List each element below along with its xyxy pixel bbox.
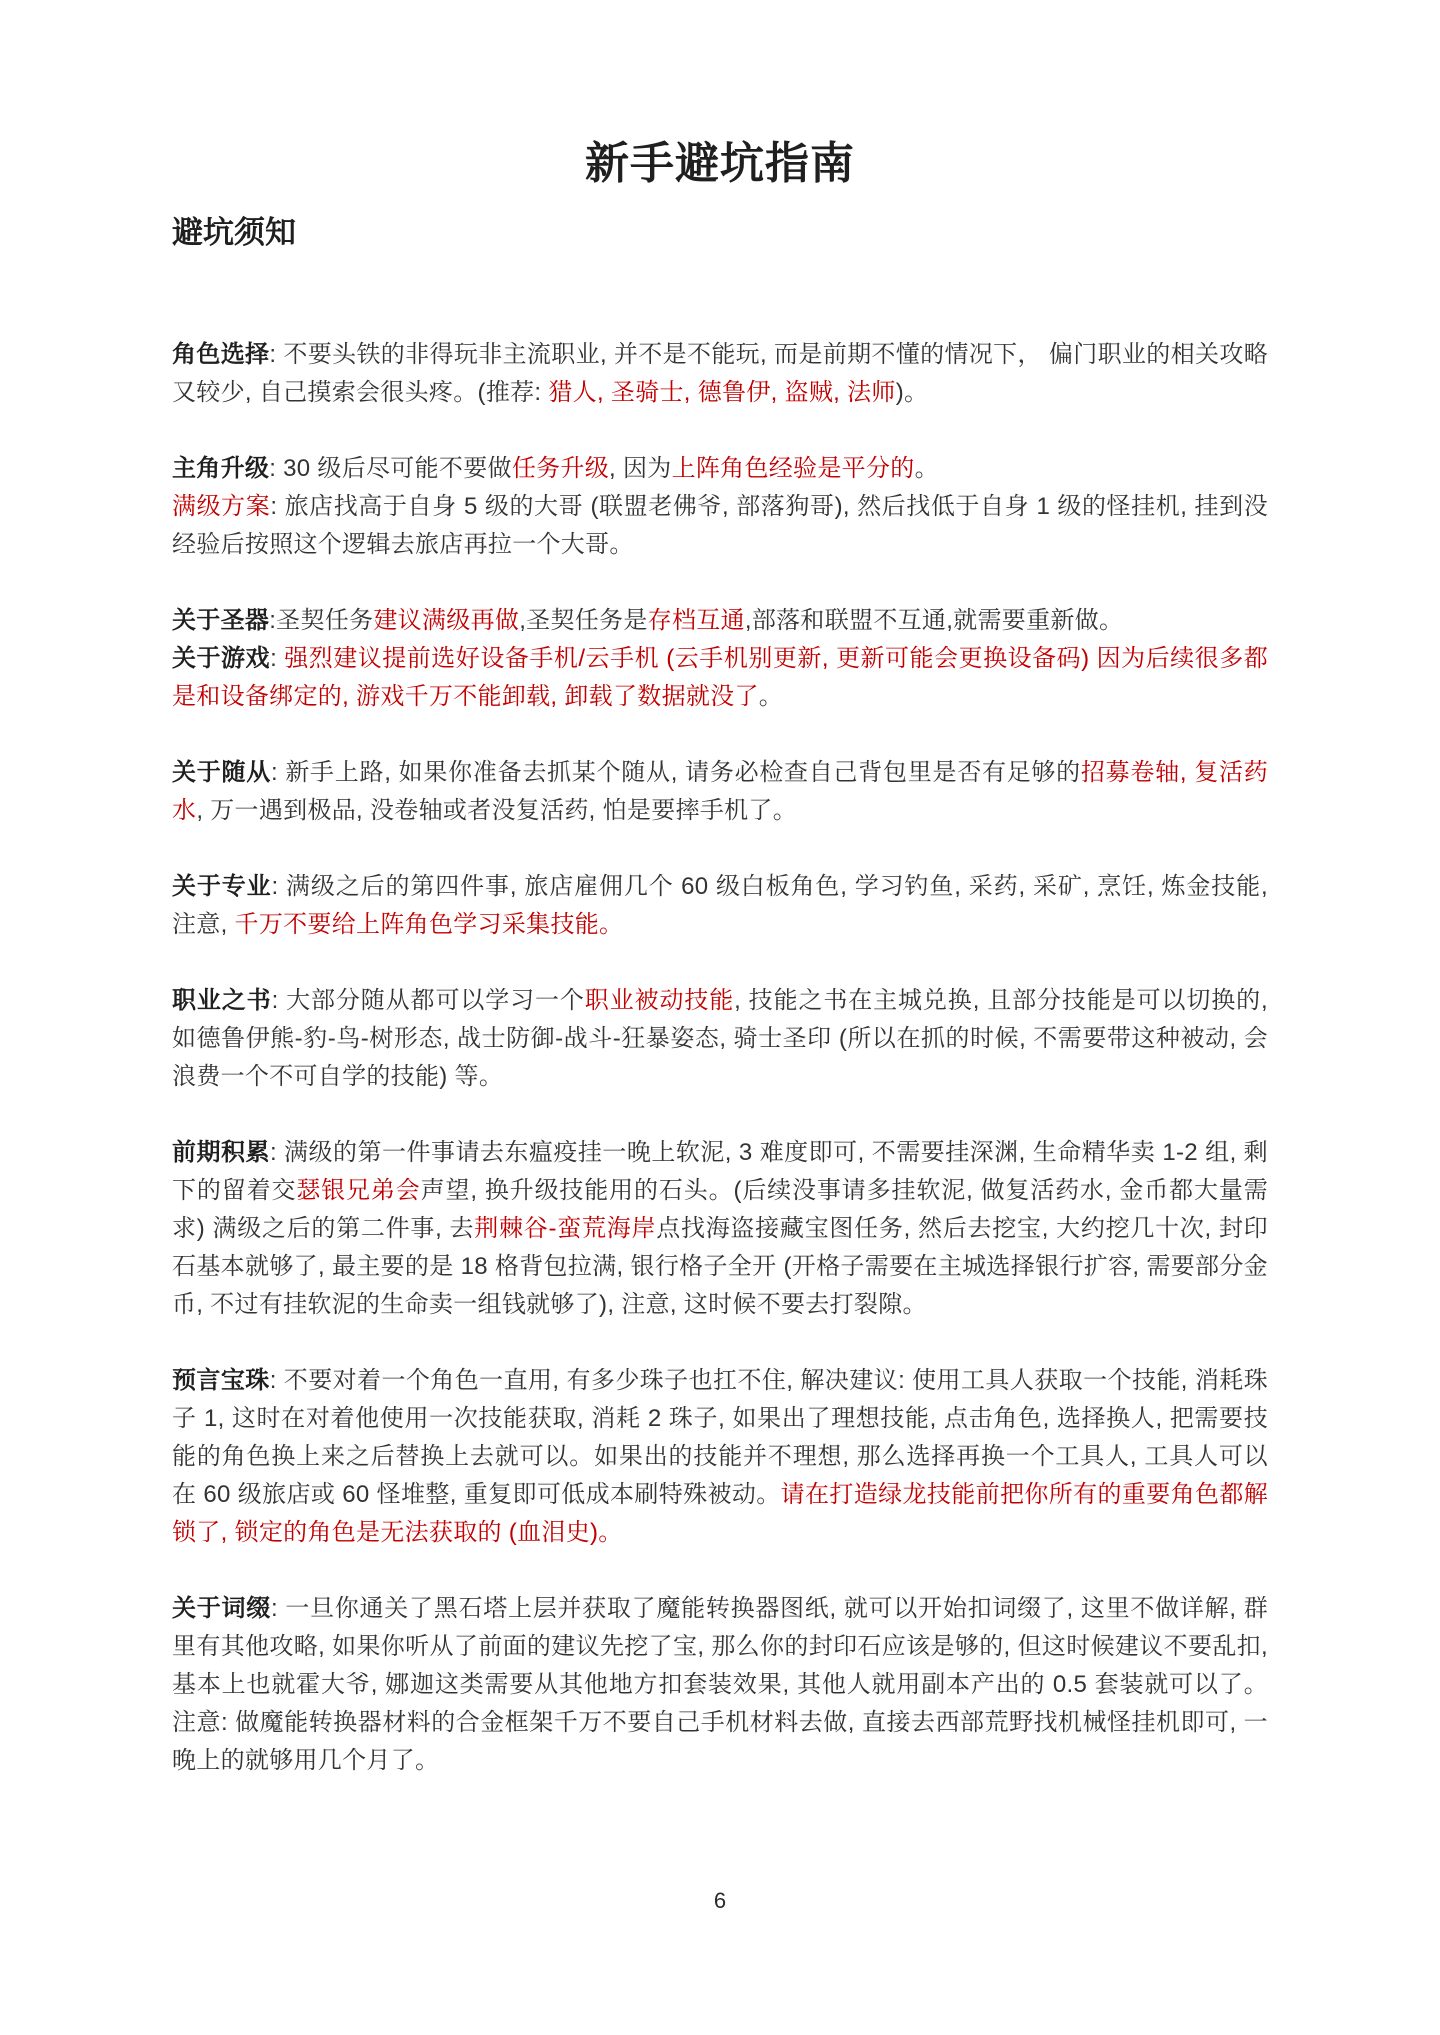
emphasis-text: 荆棘谷-蛮荒海岸 — [474, 1215, 657, 1242]
paragraph-label: 关于随从 — [172, 759, 271, 786]
body-text: ,部落和联盟不互通,就需要重新做。 — [744, 607, 1124, 634]
paragraph — [172, 982, 1268, 1096]
emphasis-text: 满级方案 — [172, 493, 271, 520]
paragraph — [172, 602, 1268, 716]
section-heading: 避坑须知 — [172, 215, 296, 250]
body-text: : 满级的第一件事请去东瘟疫挂一晚上软泥, 3 难度即可, 不需要挂深渊, 生命精华卖 1-2 组, 剩下的留着交 — [172, 1139, 1268, 1204]
paragraph-label: 关于游戏 — [172, 645, 271, 672]
body-text: 。 — [914, 455, 939, 482]
paragraph-label: 关于专业 — [172, 873, 272, 900]
paragraph — [172, 1362, 1268, 1552]
body-text: : 满级之后的第四件事, 旅店雇佣几个 60 级白板角色, 学习钓鱼, 采药, 采矿, 烹饪, 炼金技能, 注意, — [172, 873, 1268, 938]
emphasis-text: 任务升级 — [511, 455, 610, 482]
body-text: : 一旦你通关了黑石塔上层并获取了魔能转换器图纸, 就可以开始扣词缀了, 这里不做详解, 群里有其他攻略, 如果你听从了前面的建议先挖了宝, 那么你的封印石应该是够的, 但这时候建议不要乱扣, 基本上也就霍大爷, 娜迦这类需要从其他地方扣套装效果, 其他人就用副本产出的 0.5 套装就可以了。注意: 做魔能转换器材料的合金框架千万不要自己手机材料去做, 直接去西部荒野找机械怪挂机即可, 一晚上的就够用几个月了。 — [172, 1595, 1269, 1774]
emphasis-text: 强烈建议提前选好设备手机/云手机 (云手机别更新, 更新可能会更换设备码) 因为后续很多都是和设备绑定的, 游戏千万不能卸载, 卸载了数据就没了 — [172, 645, 1269, 710]
paragraph — [172, 1134, 1268, 1324]
emphasis-text: 千万不要给上阵角色学习采集技能。 — [234, 911, 624, 938]
emphasis-text: 存档互通 — [647, 607, 745, 634]
body-text: , 万一遇到极品, 没卷轴或者没复活药, 怕是要摔手机了。 — [196, 797, 798, 824]
body-text: : 30 级后尽可能不要做 — [269, 455, 512, 482]
paragraph — [172, 754, 1268, 830]
body-text: 点找海盗接藏宝图任务, 然后去挖宝, 大约挖几十次, 封印石基本就够了, 最主要的是 18 格背包拉满, 银行格子全开 (开格子需要在主城选择银行扩容, 需要部分金币, 不过有挂软泥的生命卖一组钱就够了), 注意, 这时候不要去打裂隙。 — [172, 1215, 1268, 1318]
body-text: ,圣契任务是 — [519, 607, 648, 634]
emphasis-text: 建议满级再做 — [373, 607, 520, 634]
body-text: 。 — [758, 683, 784, 710]
paragraph-label: 角色选择 — [172, 341, 270, 368]
body-text: :圣契任务 — [269, 607, 374, 634]
body-text: : 不要头铁的非得玩非主流职业, 并不是不能玩, 而是前期不懂的情况下， 偏门职业的相关攻略又较少, 自己摸索会很头疼。(推荐: — [172, 341, 1268, 406]
paragraph-label: 职业之书 — [172, 987, 272, 1014]
body-text: : 不要对着一个角色一直用, 有多少珠子也扛不住, 解决建议: 使用工具人获取一个技能, 消耗珠子 1, 这时在对着他使用一次技能获取, 消耗 2 珠子, 如果出了理想技能, 点击角色, 选择换人, 把需要技能的角色换上来之后替换上去就可以。如果出的技能并不理想, 那么选择再换一个工具人, 工具人可以在 60 级旅店或 60 怪堆整, 重复即可低成本刷特殊被动。 — [172, 1367, 1269, 1508]
paragraph-label: 关于词缀 — [172, 1595, 271, 1622]
emphasis-text: 招募卷轴, 复活药水 — [172, 759, 1268, 824]
paragraph-label: 主角升级 — [172, 455, 270, 482]
page-number: 6 — [713, 1888, 727, 1913]
body-text: : 新手上路, 如果你准备去抓某个随从, 请务必检查自己背包里是否有足够的 — [270, 759, 1081, 786]
body-text: )。 — [895, 379, 929, 406]
paragraph — [172, 868, 1268, 944]
body-text: : 大部分随从都可以学习一个 — [271, 987, 585, 1014]
page-title: 新手避坑指南 — [585, 139, 855, 188]
body-text: 声望, 换升级技能用的石头。(后续没事请多挂软泥, 做复活药水, 金币都大量需求) 满级之后的第二件事, 去 — [172, 1177, 1268, 1242]
paragraph — [172, 336, 1268, 412]
paragraph — [172, 450, 1268, 564]
body-text: , 因为 — [609, 455, 672, 482]
paragraph-label: 预言宝珠 — [172, 1367, 270, 1394]
emphasis-text: 猎人, 圣骑士, 德鲁伊, 盗贼, 法师 — [548, 379, 896, 406]
paragraphs-container — [172, 336, 1268, 1780]
body-text: : — [270, 645, 285, 672]
emphasis-text: 瑟银兄弟会 — [296, 1177, 421, 1204]
body-text: , 技能之书在主城兑换, 且部分技能是可以切换的, 如德鲁伊熊-豹-鸟-树形态, 战士防御-战斗-狂暴姿态, 骑士圣印 (所以在抓的时候, 不需要带这种被动, 会浪费一个不可自学的技能) 等。 — [172, 987, 1268, 1090]
paragraph — [172, 1590, 1268, 1780]
paragraph-label: 前期积累 — [172, 1139, 270, 1166]
emphasis-text: 职业被动技能 — [584, 987, 735, 1014]
emphasis-text: 请在打造绿龙技能前把你所有的重要角色都解锁了, 锁定的角色是无法获取的 (血泪史)。 — [172, 1481, 1268, 1546]
body-text: : 旅店找高于自身 5 级的大哥 (联盟老佛爷, 部落狗哥), 然后找低于自身 1 级的怪挂机, 挂到没经验后按照这个逻辑去旅店再拉一个大哥。 — [172, 493, 1268, 558]
emphasis-text: 上阵角色经验是平分的 — [671, 455, 915, 482]
paragraph-label: 关于圣器 — [172, 607, 270, 634]
